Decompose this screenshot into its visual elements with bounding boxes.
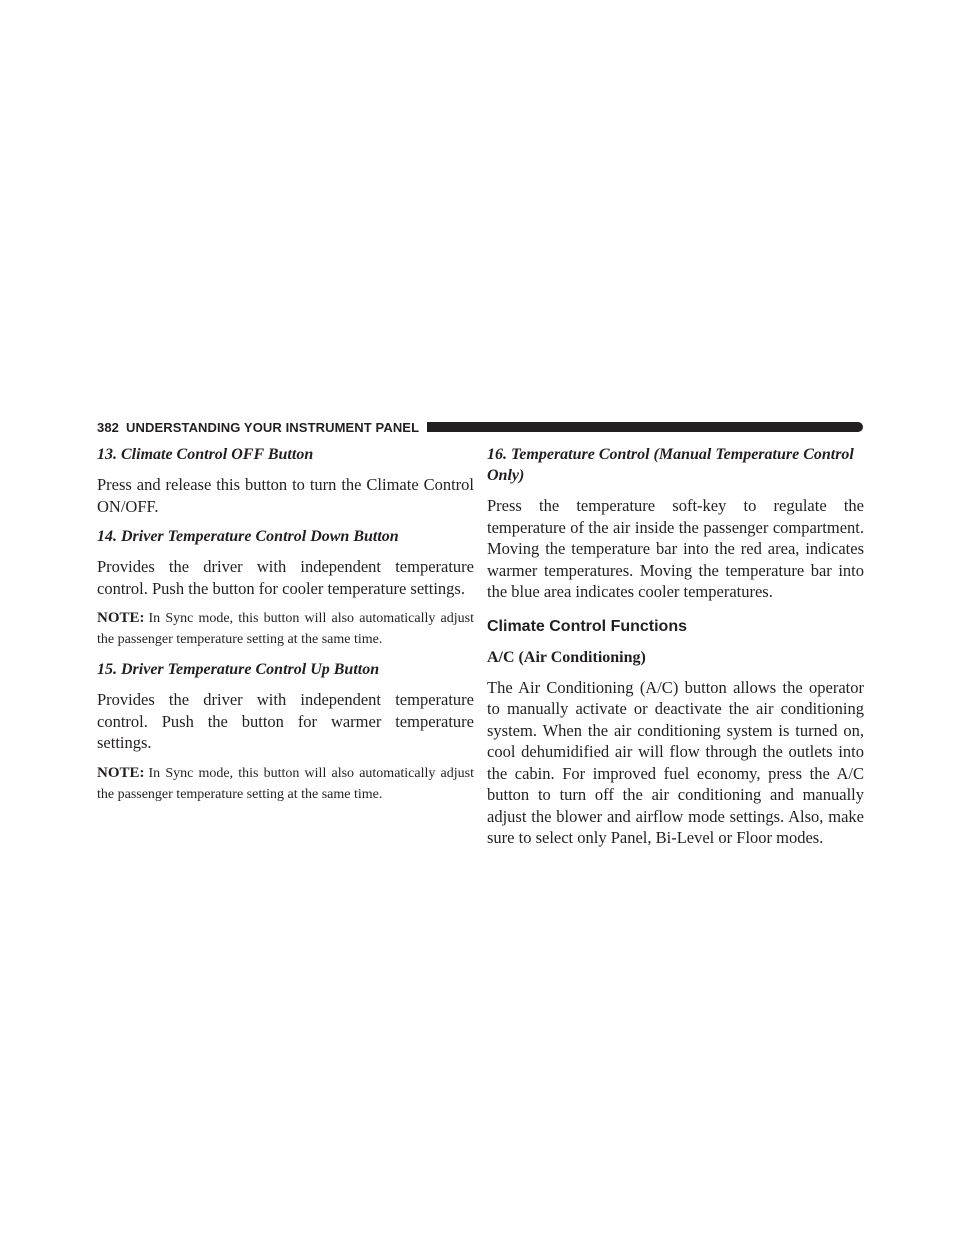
item-15-heading: 15. Driver Temperature Control Up Button: [97, 661, 380, 678]
item-13-heading: 13. Climate Control OFF Button: [97, 446, 314, 463]
section-title: UNDERSTANDING YOUR INSTRUMENT PANEL: [126, 419, 420, 435]
section-heading: Climate Control Functions: [487, 617, 687, 635]
item-15-text: Provides the driver with independent temperature control. Push the button for warmer temperature settings.: [97, 690, 474, 752]
item-14-text: Provides the driver with independent temperature control. Push the button for cooler temperature settings.: [97, 557, 474, 598]
item-16-heading: 16. Temperature Control (Manual Temperature Control Only): [487, 446, 854, 484]
note-label: NOTE:: [97, 610, 145, 626]
ac-text: The Air Conditioning (A/C) button allows the operator to manually activate or deactivate the air conditioning system. When the air conditioning system is turned on, cool dehumidified air will flow through the outlets into the cabin. For improved fuel economy, press the A/C button to turn off the air conditioning and manually adjust the blower and airflow mode settings. Also, make sure to select only Panel, Bi-Level or Floor modes.: [487, 677, 864, 847]
item-15-note: [97, 763, 474, 805]
ac-heading: A/C (Air Conditioning): [487, 648, 646, 666]
note-text: In Sync mode, this button will also automatically adjust the passenger temperature setting at the same time.: [97, 765, 474, 802]
item-14-heading: 14. Driver Temperature Control Down Button: [97, 528, 399, 545]
item-14-note: [97, 608, 474, 650]
note-label: NOTE:: [97, 764, 145, 781]
right-column: [487, 444, 864, 858]
page-header: [97, 418, 863, 436]
note-text: In Sync mode, this button will also automatically adjust the passenger temperature setting at the same time.: [97, 611, 474, 647]
item-16-text: Press the temperature soft-key to regulate the temperature of the air inside the passenger compartment. Moving the temperature bar into the red area, indicates warmer temperatures. Moving the temperature bar into the blue area indicates cooler temperatures.: [487, 496, 864, 601]
left-column: [97, 444, 474, 814]
header-rule: [427, 422, 863, 432]
item-13-text: Press and release this button to turn the Climate Control ON/OFF.: [97, 475, 474, 516]
page-number: 382: [97, 419, 119, 435]
